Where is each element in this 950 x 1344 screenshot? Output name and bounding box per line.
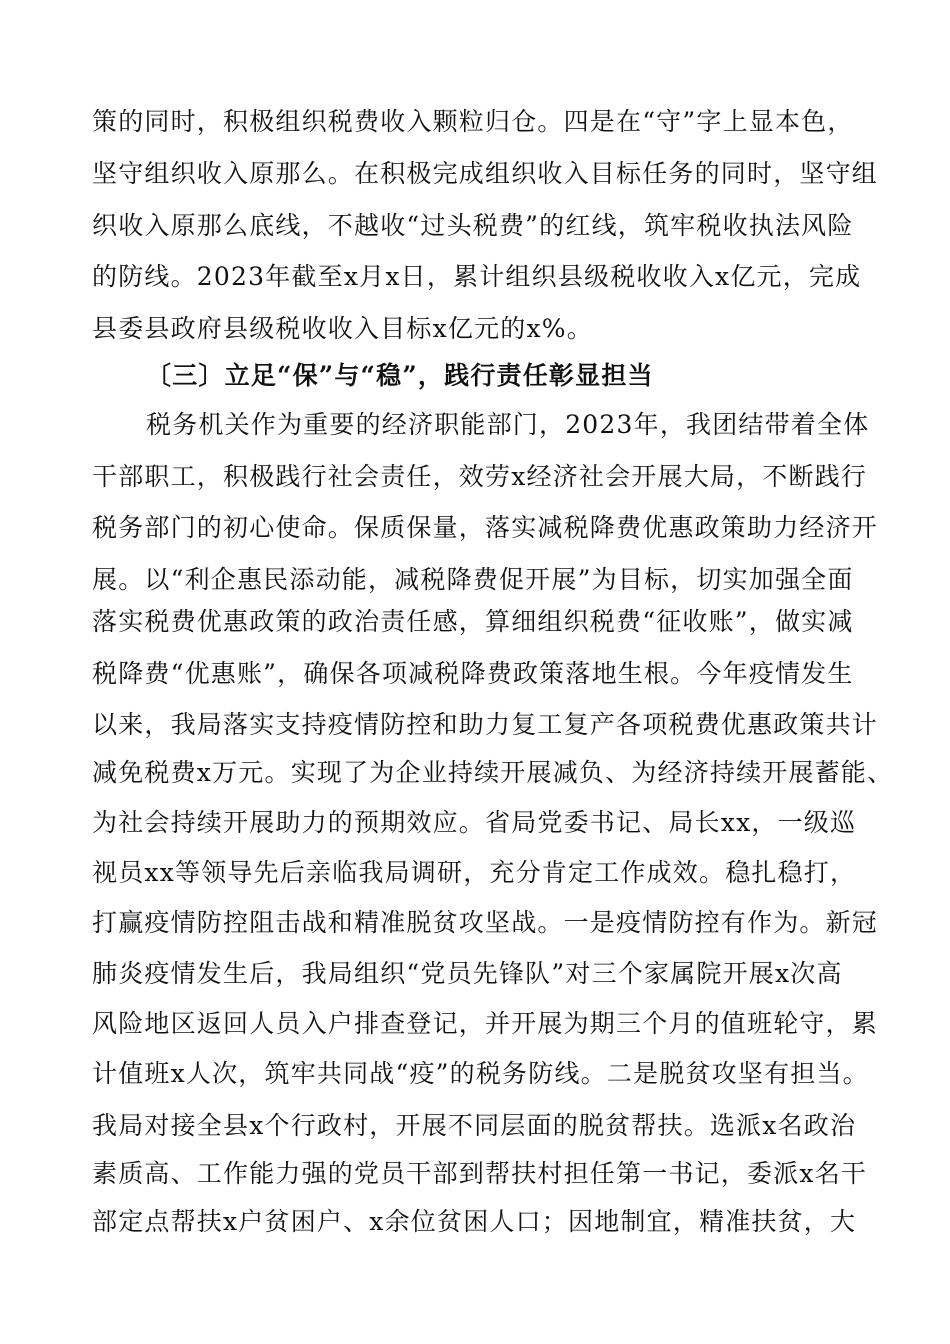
paragraph-line: 减免税费x万元。实现了为企业持续开展减负、为经济持续开展蓄能、 — [92, 758, 894, 787]
paragraph-line: 织收入原那么底线，不越收“过头税费”的红线，筑牢税收执法风险 — [92, 211, 854, 240]
paragraph-line: 展。以“利企惠民添动能，减税降费促开展”为目标，切实加强全面 — [92, 565, 854, 594]
paragraph-line: 县委县政府县级税收收入目标x亿元的x%。 — [92, 314, 593, 343]
paragraph-line: 视员xx等领导先后亲临我局调研，充分肯定工作成效。稳扎稳打， — [92, 858, 857, 887]
paragraph-line: 税务部门的初心使命。保质保量，落实减税降费优惠政策助力经济开 — [92, 513, 879, 542]
paragraph-line: 风险地区返回人员入户排查登记，并开展为期三个月的值班轮守，累 — [92, 1009, 879, 1038]
paragraph-line: 落实税费优惠政策的政治责任感，算细组织税费“征收账”，做实减 — [92, 607, 854, 636]
paragraph-line: 的防线。2023年截至x月x日，累计组织县级税收收入x亿元，完成 — [92, 262, 862, 291]
paragraph-line: 税务机关作为重要的经济职能部门，2023年，我团结带着全体 — [146, 410, 870, 439]
paragraph-line: 我局对接全县x个行政村，开展不同层面的脱贫帮扶。选派x名政治 — [92, 1111, 857, 1140]
paragraph-line: 为社会持续开展助力的预期效应。省局党委书记、局长xx，一级巡 — [92, 808, 857, 837]
paragraph-line: 以来，我局落实支持疫情防控和助力复工复产各项税费优惠政策共计 — [92, 710, 879, 739]
paragraph-line: 打赢疫情防控阻击战和精准脱贫攻坚战。一是疫情防控有作为。新冠 — [92, 908, 879, 937]
section-heading: 〔三〕立足“保”与“稳”，践行责任彰显担当 — [146, 361, 654, 390]
paragraph-line: 干部职工，积极践行社会责任，效劳x经济社会开展大局，不断践行 — [92, 462, 868, 491]
paragraph-line: 素质高、工作能力强的党员干部到帮扶村担任第一书记，委派x名干 — [92, 1159, 868, 1188]
paragraph-line: 部定点帮扶x户贫困户、x余位贫困人口；因地制宜，精准扶贫，大 — [92, 1207, 857, 1236]
paragraph-line: 计值班x人次，筑牢共同战“疫”的税务防线。二是脱贫攻坚有担当。 — [92, 1059, 869, 1088]
paragraph-line: 策的同时，积极组织税费收入颗粒归仓。四是在“守”字上显本色， — [92, 107, 854, 136]
paragraph-line: 坚守组织收入原那么。在积极完成组织收入目标任务的同时，坚守组 — [92, 159, 879, 188]
paragraph-line: 税降费“优惠账”，确保各项减税降费政策落地生根。今年疫情发生 — [92, 659, 854, 688]
paragraph-line: 肺炎疫情发生后，我局组织“党员先锋队”对三个家属院开展x次高 — [92, 959, 843, 988]
